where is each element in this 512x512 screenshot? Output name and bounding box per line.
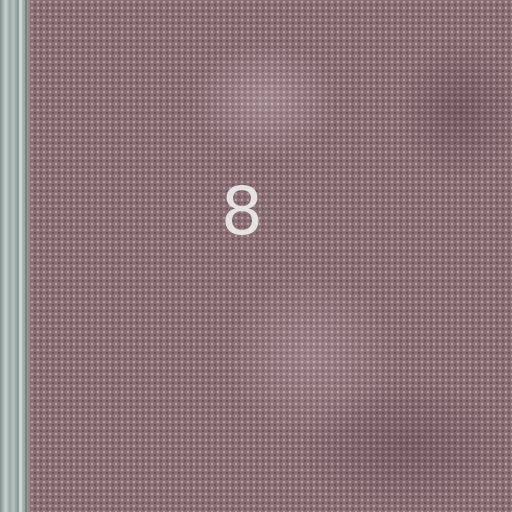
cover-number: 8 — [221, 173, 263, 250]
edge-highlight — [19, 0, 22, 512]
plastic-edge — [0, 0, 32, 512]
edge-shadow — [25, 0, 27, 512]
textured-cover — [30, 0, 512, 512]
